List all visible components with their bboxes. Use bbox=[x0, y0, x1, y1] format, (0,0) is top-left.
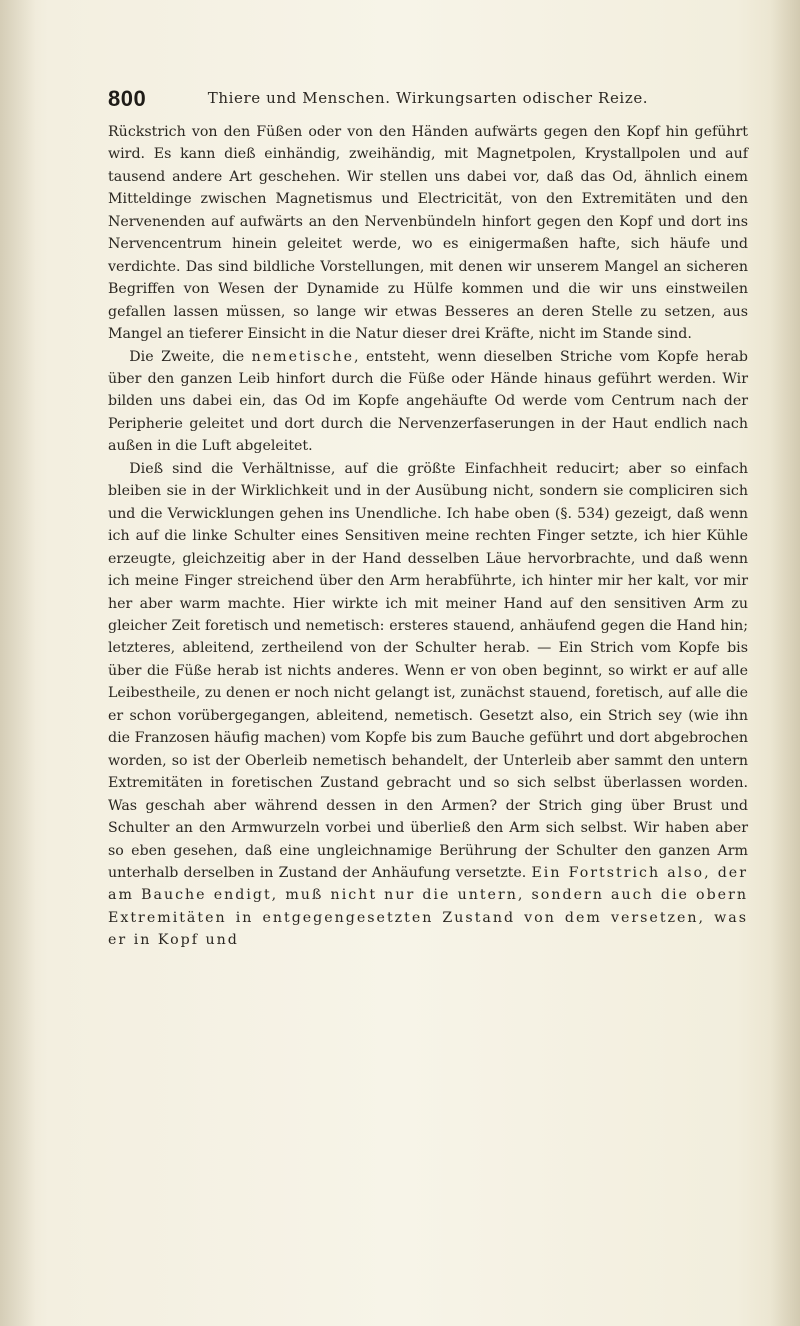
paragraph-2-rest: , entsteht, wenn dieselben Striche vom Kopfe herab über den ganzen Leib hinfort durch die Füße oder Hände hinaus geführt werden. Wir bilden uns dabei ein, das Od im Kopfe angehäufte Od werde vom Centrum nach der Peripherie geleitet und dort durch die Nervenzerfaserungen in der Haut endlich nach außen in die Luft abgeleitet. bbox=[108, 348, 748, 455]
body-text bbox=[108, 121, 748, 952]
term-nemetische: nemetische bbox=[251, 348, 354, 365]
paragraph-2-lead: Die Zweite, die bbox=[129, 348, 245, 365]
paragraph-2 bbox=[108, 346, 748, 458]
paragraph-3-emphasis: Ein Fortstrich also, der am Bauche endigt, muß nicht nur die untern, sondern auch die obern Extremitäten in entgegengesetzten Zustand von dem versetzen, was er in Kopf und bbox=[108, 864, 748, 949]
running-head bbox=[108, 86, 748, 114]
edge-shadow bbox=[770, 0, 800, 1326]
gutter-shadow bbox=[0, 0, 36, 1326]
paragraph-1: Rückstrich von den Füßen oder von den Händen aufwärts gegen den Kopf hin geführt wird. Es kann dieß einhändig, zweihändig, mit Magnetpolen, Krystallpolen und auf tausend andere Art geschehen. Wir stellen uns dabei vor, daß das Od, ähnlich einem Mitteldinge zwischen Magnetismus und Electricität, von den Extremitäten und den Nervenenden auf aufwärts an den Nervenbündeln hinfort gegen den Kopf und dort ins Nervencentrum hinein geleitet werde, wo es einigermaßen hafte, sich häufe und verdichte. Das sind bildliche Vorstellungen, mit denen wir unserem Mangel an sicheren Begriffen von Wesen der Dynamide zu Hülfe kommen und die wir uns einstweilen gefallen lassen müssen, so lange wir etwas Besseres an deren Stelle zu setzen, aus Mangel an tieferer Einsicht in die Natur dieser drei Kräfte, nicht im Stande sind. bbox=[108, 124, 748, 343]
page-number: 800 bbox=[108, 86, 147, 111]
running-title: Thiere und Menschen. Wirkungsarten odischer Reize. bbox=[207, 89, 649, 107]
paragraph-3-text: Dieß sind die Verhältnisse, auf die größte Einfachheit reducirt; aber so einfach bleiben sie in der Wirklichkeit und in der Ausübung nicht, sondern sie compliciren sich und die Verwicklungen gehen ins Unendliche. Ich habe oben (§. 534) gezeigt, daß wenn ich auf die linke Schulter eines Sensitiven meine rechten Finger setzte, ich hier Kühle erzeugte, gleichzeitig aber in der Hand desselben Läue hervorbrachte, und daß wenn ich meine Finger streichend über den Arm herabführte, ich hinter mir her kalt, vor mir her aber warm machte. Hier wirkte ich mit meiner Hand auf den sensitiven Arm zu gleicher Zeit foretisch und nemetisch: ersteres stauend, anhäufend gegen die Hand hin; letzteres, ableitend, zertheilend von der Schulter herab. — Ein Strich vom Kopfe bis über die Füße herab ist nichts anderes. Wenn er von oben beginnt, so wirkt er auf alle Leibestheile, zu denen er noch nicht gelangt ist, zunächst stauend, foretisch, auf alle die er schon vorübergegangen, ableitend, nemetisch. Gesetzt also, ein Strich sey (wie ihn die Franzosen häufig machen) vom Kopfe bis zum Bauche geführt und dort abgebrochen worden, so ist der Oberleib nemetisch behandelt, der Unterleib aber sammt den untern Extremitäten in foretischen Zustand gebracht und so sich selbst überlassen worden. Was geschah aber während dessen in den Armen? der Strich ging über Brust und Schulter an den Armwurzeln vorbei und überließ den Arm sich selbst. Wir haben aber so eben gesehen, daß eine ungleichnamige Berührung der Schulter den ganzen Arm unterhalb derselben in Zustand der Anhäufung versetzte. bbox=[108, 460, 748, 881]
paragraph-3 bbox=[108, 458, 748, 952]
